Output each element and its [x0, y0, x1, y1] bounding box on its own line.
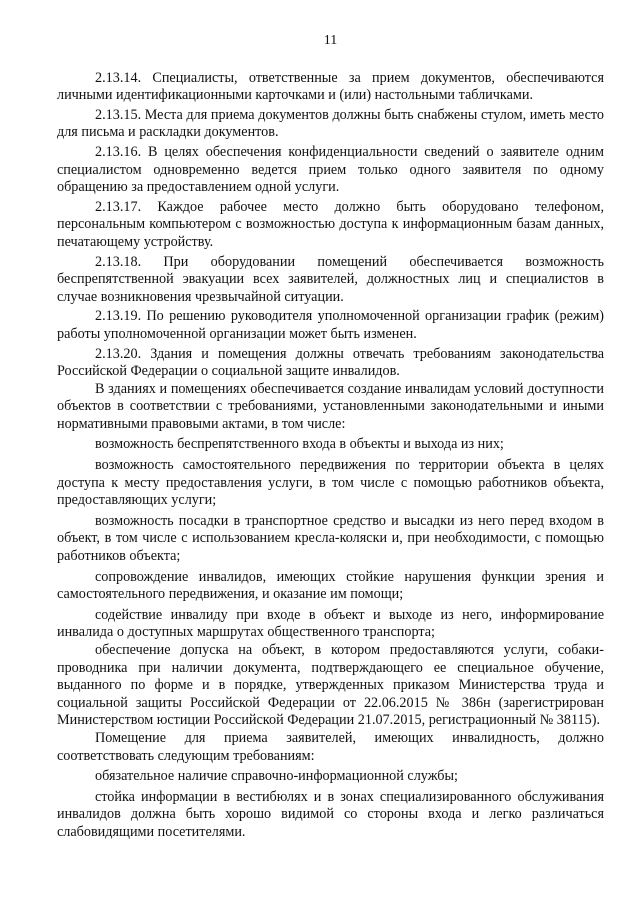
paragraph-2-13-17: 2.13.17. Каждое рабочее место должно быть оборудовано телефоном, персональным компьютером с возможностью доступа к информационным базам данных, печатающему устройству. [57, 198, 604, 250]
paragraph-2-13-14: 2.13.14. Специалисты, ответственные за прием документов, обеспечиваются личными идентификационными карточками и (или) настольными табличками. [57, 69, 604, 104]
list-item: обеспечение допуска на объект, в котором предоставляются услуги, собаки-проводника при наличии документа, подтверждающего ее специальное обучение, выданного по форме и в порядке, утвержденных приказом Министерства труда и социальной защиты Российской Федерации от 22.06.2015 № 386н (зарегистрирован Министерством юстиции Российской Федерации 21.07.2015, регистрационный № 38115). [57, 642, 604, 729]
list-item: возможность посадки в транспортное средство и высадки из него перед входом в объект, в том числе с использованием кресла-коляски и, при необходимости, с помощью работников объекта; [57, 512, 604, 565]
list-item: сопровождение инвалидов, имеющих стойкие нарушения функции зрения и самостоятельного передвижения, и оказание им помощи; [57, 568, 604, 603]
list-item: возможность самостоятельного передвижения по территории объекта в целях доступа к месту предоставления услуги, в том числе с помощью работников объекта, предоставляющих услуги; [57, 457, 604, 509]
paragraph-2-13-19: 2.13.19. По решению руководителя уполномоченной организации график (режим) работы уполномоченной организации может быть изменен. [57, 308, 604, 342]
list-item: содействие инвалиду при входе в объект и выходе из него, информирование инвалида о доступных маршрутах общественного транспорта; [57, 606, 604, 641]
list-item: обязательное наличие справочно-информационной службы; [95, 768, 458, 785]
paragraph-accessibility-conditions: В зданиях и помещениях обеспечивается создание инвалидам условий доступности объектов в соответствии с требованиями, установленными законодательными и иными нормативными правовыми актами, в том числе: [57, 380, 604, 432]
list-item: стойка информации в вестибюлях и в зонах специализированного обслуживания инвалидов должна быть хорошо видимой со стороны входа и легко различаться слабовидящими посетителями. [57, 788, 604, 840]
paragraph-2-13-15: 2.13.15. Места для приема документов должны быть снабжены стулом, иметь место для письма и раскладки документов. [57, 106, 604, 141]
paragraph-premises-requirements: Помещение для приема заявителей, имеющих инвалидность, должно соответствовать следующим требованиям: [57, 729, 604, 764]
page-number: 11 [323, 33, 338, 48]
paragraph-2-13-18: 2.13.18. При оборудовании помещений обеспечивается возможность беспрепятственной эвакуации всех заявителей, должностных лиц и специалистов в случае возникновения чрезвычайной ситуации. [57, 253, 604, 305]
paragraph-2-13-16: 2.13.16. В целях обеспечения конфиденциальности сведений о заявителе одним специалистом одновременно ведется прием только одного заявителя по одному обращению за предоставлением одной услуги. [57, 143, 604, 196]
paragraph-2-13-20: 2.13.20. Здания и помещения должны отвечать требованиям законодательства Российской Федерации о социальной защите инвалидов. [57, 345, 604, 380]
list-item: возможность беспрепятственного входа в объекты и выхода из них; [95, 436, 504, 453]
